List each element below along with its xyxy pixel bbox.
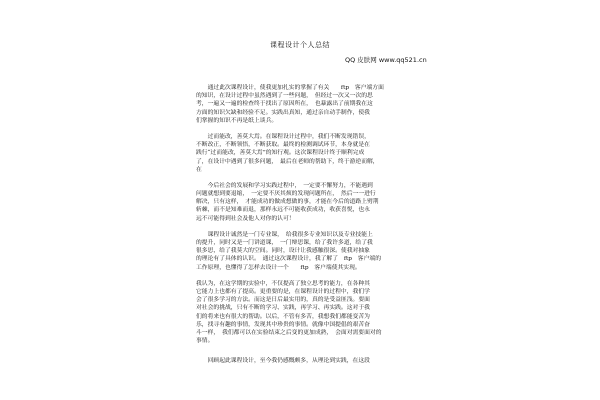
text-line: 考，一遍又一遍的检查终于找出了原因所在， 也暴露出了前期我在这 bbox=[196, 101, 373, 108]
text-line: 通过此次课程设计，使我更加扎实的掌握了有关 ftp 客户端方面 bbox=[196, 85, 384, 91]
text-line: 回顾起此课程设计，至今我仍感慨颇多，从理论到实践，在这段 bbox=[196, 358, 370, 365]
text-line: 的提升，同时又是一门讲道课， 一门辩思课，给了我许多道，给了我 bbox=[196, 240, 373, 246]
document-title: 课程设计个人总结 bbox=[270, 41, 330, 49]
text-line: 会了很多学习的方法。而这是日后最实用的，真的是受益匪浅。要面 bbox=[196, 297, 370, 304]
source-watermark: QQ 皮肤网 www.qq521.cn bbox=[345, 56, 427, 64]
text-line: 方面的知识欠缺和经验不足。实践出真知，通过亲自动手制作，使我 bbox=[196, 109, 370, 116]
text-line: 工作原理，也懂得了怎样去设计一个 ftp 客户端使其实现。 bbox=[196, 264, 361, 271]
paragraph bbox=[196, 133, 410, 174]
paragraph bbox=[196, 182, 410, 223]
text-line: 不断改正，不断领悟，不断获取。最终的检测调试环节，本身就是在 bbox=[196, 142, 370, 149]
paragraph bbox=[196, 357, 410, 365]
text-line: 的知识，在设计过程中虽然遇到了一些问题， 但经过一次又一次的思 bbox=[196, 93, 373, 100]
text-line: 斩棘，而不是知难而退，那样永远不可能收获成功，收获喜悦，也永 bbox=[196, 207, 370, 214]
text-line: 的理论有了具体的认识。 通过这次课程设计，我了解了 ftp 客户端的 bbox=[196, 256, 381, 263]
text-line: 解决，只有这样， 才能成功的做成想做的事，才能在今后的道路上劈荆 bbox=[196, 199, 379, 206]
text-line: 乐，找寻有趣的事情，发现其中珍贵的事情。就像中国提倡的艰苦奋 bbox=[196, 321, 370, 328]
text-line: 斗一样， 我们都可以在实验结束之后变的更加成熟， 会面对需要面对的 bbox=[196, 329, 382, 336]
text-line: 它能力上也都有了提高。更重要的是，在课程设计的过程中，我们学 bbox=[196, 288, 370, 295]
paragraph bbox=[196, 231, 410, 272]
text-line: 在 bbox=[196, 166, 202, 173]
text-line: 很多思，给了我莫大的空间。同时，设计让我感触很深。使我对抽象 bbox=[196, 248, 370, 255]
text-line: 对社会的挑战，只有不断的学习、实践，再学习、再实践。这对于我 bbox=[196, 305, 370, 312]
text-line: 过而能改，善莫大焉。在课程设计过程中，我们不断发现错误， bbox=[196, 133, 370, 140]
text-line: 今后社会的发展和学习实践过程中， 一定要不懈努力，不能遇到 bbox=[196, 182, 373, 189]
text-line: 事情。 bbox=[196, 338, 214, 345]
text-line: 远不可能得到社会及他人对你的认可！ bbox=[196, 215, 295, 222]
text-line: 践行“过而能改，善莫大焉”的知行观。这次课程设计终于顺利完成 bbox=[196, 150, 365, 157]
text-line: 了，在设计中遇到了很多问题， 最后在老师的帮助下，终于游逆而解， bbox=[196, 158, 379, 165]
text-line: 课程设计诚然是一门专业课， 给我很多专业知识以及专业技能上 bbox=[196, 231, 373, 238]
paragraph bbox=[196, 280, 410, 346]
paragraph bbox=[196, 84, 410, 125]
text-line: 问题就想到要退缩， 一定要不厌其烦的发现问题所在， 然后一一进行 bbox=[196, 191, 376, 198]
text-line: 们的将来也有很大的帮助。以后，不管有多苦，我想我们都能变苦为 bbox=[196, 313, 370, 320]
text-line: 我认为，在这学期的实验中，不仅提高了独立思考的能力，在各种其 bbox=[196, 280, 370, 287]
text-line: 们掌握的知识不再是纸上谈兵。 bbox=[196, 117, 278, 124]
document-body bbox=[196, 84, 410, 373]
